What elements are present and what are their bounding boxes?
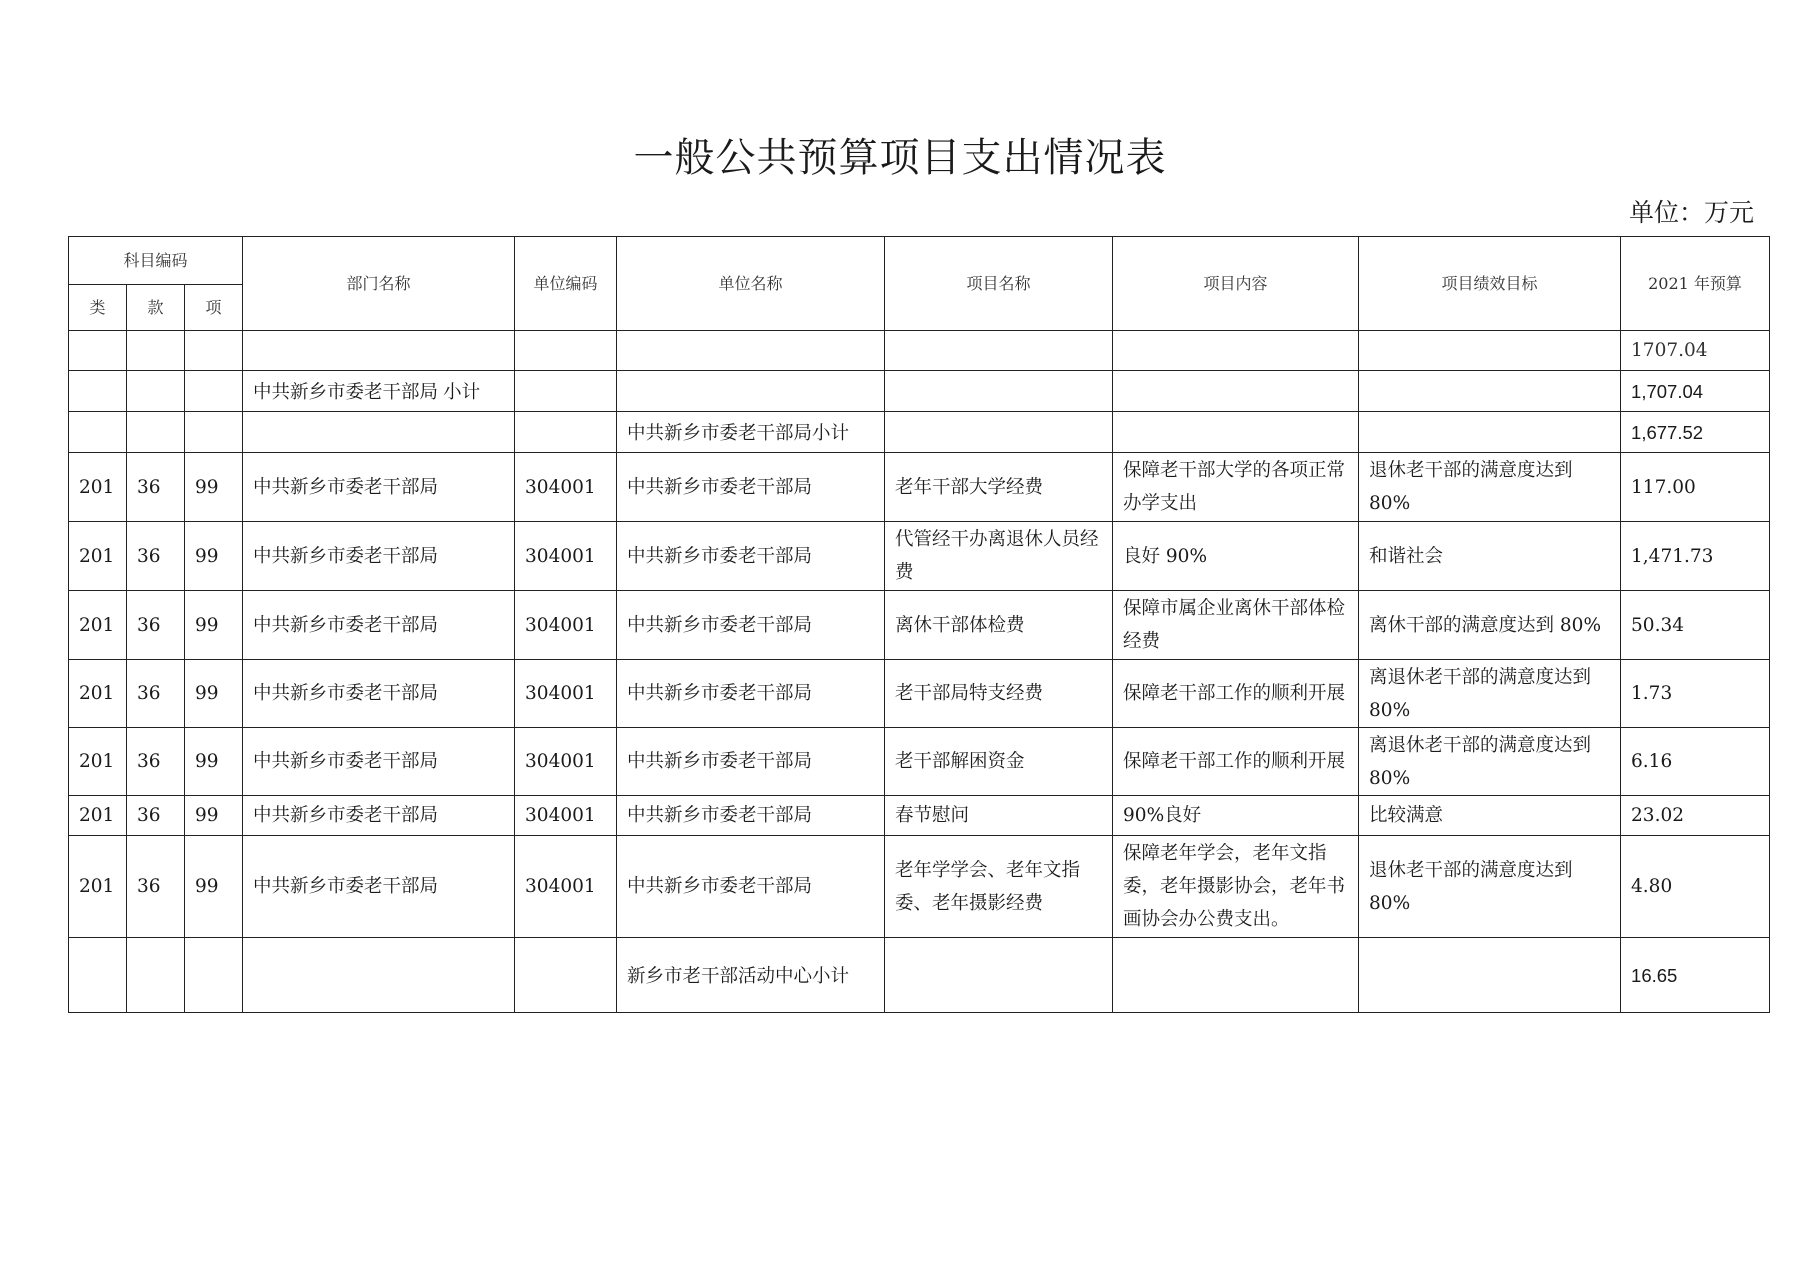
cell-content: 保障市属企业离休干部体检经费 (1113, 591, 1359, 660)
table-row (69, 728, 1770, 796)
header-kuan: 款 (127, 285, 185, 331)
cell-xiang: 99 (185, 453, 243, 522)
cell-goal: 离退休老干部的满意度达到80% (1359, 728, 1621, 796)
table-row (69, 660, 1770, 728)
cell-xiang: 99 (185, 796, 243, 836)
cell-goal: 离休干部的满意度达到 80% (1359, 591, 1621, 660)
cell-code: 304001 (515, 796, 617, 836)
cell-content: 90%良好 (1113, 796, 1359, 836)
cell-lei: 201 (69, 591, 127, 660)
header-xiang: 项 (185, 285, 243, 331)
cell-code: 304001 (515, 728, 617, 796)
cell-dept: 中共新乡市委老干部局 (243, 591, 515, 660)
cell-lei: 201 (69, 796, 127, 836)
table-row (69, 591, 1770, 660)
header-dept-name: 部门名称 (243, 237, 515, 331)
table-row (69, 836, 1770, 938)
cell-code: 304001 (515, 591, 617, 660)
unit-subtotal-row (69, 938, 1770, 1013)
cell-unit: 中共新乡市委老干部局 (617, 728, 885, 796)
cell-kuan: 36 (127, 453, 185, 522)
cell-unit: 中共新乡市委老干部局 (617, 591, 885, 660)
header-project-name: 项目名称 (885, 237, 1113, 331)
cell-unit: 中共新乡市委老干部局 (617, 796, 885, 836)
cell-xiang: 99 (185, 591, 243, 660)
header-unit-name: 单位名称 (617, 237, 885, 331)
cell-code: 304001 (515, 522, 617, 591)
cell-unit: 中共新乡市委老干部局 (617, 453, 885, 522)
header-project-content: 项目内容 (1113, 237, 1359, 331)
cell-budget: 117.00 (1621, 453, 1770, 522)
cell-lei: 201 (69, 836, 127, 938)
cell-lei: 201 (69, 728, 127, 796)
header-budget-2021: 2021 年预算 (1621, 237, 1770, 331)
table-row (69, 522, 1770, 591)
cell-dept: 中共新乡市委老干部局 (243, 796, 515, 836)
unit-subtotal-label: 新乡市老干部活动中心小计 (617, 938, 885, 1013)
cell-code: 304001 (515, 660, 617, 728)
cell-unit: 中共新乡市委老干部局 (617, 522, 885, 591)
dept-subtotal-budget: 1,707.04 (1621, 371, 1770, 412)
cell-dept: 中共新乡市委老干部局 (243, 728, 515, 796)
cell-xiang: 99 (185, 660, 243, 728)
table-row (69, 796, 1770, 836)
header-performance-goal: 项目绩效目标 (1359, 237, 1621, 331)
page-title: 一般公共预算项目支出情况表 (633, 135, 1167, 181)
cell-lei: 201 (69, 660, 127, 728)
total-budget: 1707.04 (1621, 331, 1770, 371)
cell-unit: 中共新乡市委老干部局 (617, 836, 885, 938)
cell-content: 保障老干部工作的顺利开展 (1113, 728, 1359, 796)
cell-kuan: 36 (127, 591, 185, 660)
cell-budget: 23.02 (1621, 796, 1770, 836)
cell-project: 老干部解困资金 (885, 728, 1113, 796)
cell-project: 老年学学会、老年文指委、老年摄影经费 (885, 836, 1113, 938)
table-row (69, 453, 1770, 522)
cell-goal: 和谐社会 (1359, 522, 1621, 591)
cell-content: 保障老年学会，老年文指委，老年摄影协会，老年书画协会办公费支出。 (1113, 836, 1359, 938)
cell-budget: 6.16 (1621, 728, 1770, 796)
unit-subtotal-budget: 1,677.52 (1621, 412, 1770, 453)
cell-code: 304001 (515, 836, 617, 938)
cell-xiang: 99 (185, 728, 243, 796)
cell-project: 老干部局特支经费 (885, 660, 1113, 728)
cell-xiang: 99 (185, 522, 243, 591)
unit-label: 单位：万元 (1628, 198, 1754, 227)
cell-kuan: 36 (127, 728, 185, 796)
cell-kuan: 36 (127, 660, 185, 728)
unit-subtotal-budget: 16.65 (1621, 938, 1770, 1013)
dept-subtotal-label: 中共新乡市委老干部局 小计 (243, 371, 515, 412)
cell-dept: 中共新乡市委老干部局 (243, 836, 515, 938)
unit-subtotal-row (69, 412, 1770, 453)
cell-goal: 退休老干部的满意度达到80% (1359, 453, 1621, 522)
cell-unit: 中共新乡市委老干部局 (617, 660, 885, 728)
cell-goal: 离退休老干部的满意度达到80% (1359, 660, 1621, 728)
cell-kuan: 36 (127, 796, 185, 836)
total-row (69, 331, 1770, 371)
cell-code: 304001 (515, 453, 617, 522)
cell-dept: 中共新乡市委老干部局 (243, 453, 515, 522)
cell-dept: 中共新乡市委老干部局 (243, 660, 515, 728)
cell-goal: 比较满意 (1359, 796, 1621, 836)
cell-content: 良好 90% (1113, 522, 1359, 591)
header-lei: 类 (69, 285, 127, 331)
cell-budget: 50.34 (1621, 591, 1770, 660)
cell-project: 离休干部体检费 (885, 591, 1113, 660)
cell-budget: 4.80 (1621, 836, 1770, 938)
cell-budget: 1,471.73 (1621, 522, 1770, 591)
cell-project: 春节慰问 (885, 796, 1113, 836)
cell-kuan: 36 (127, 836, 185, 938)
cell-lei: 201 (69, 453, 127, 522)
dept-subtotal-row (69, 371, 1770, 412)
budget-table (68, 236, 1770, 1013)
cell-kuan: 36 (127, 522, 185, 591)
cell-goal: 退休老干部的满意度达到80% (1359, 836, 1621, 938)
cell-budget: 1.73 (1621, 660, 1770, 728)
cell-content: 保障老干部工作的顺利开展 (1113, 660, 1359, 728)
cell-xiang: 99 (185, 836, 243, 938)
cell-lei: 201 (69, 522, 127, 591)
cell-project: 代管经干办离退休人员经费 (885, 522, 1113, 591)
cell-content: 保障老干部大学的各项正常办学支出 (1113, 453, 1359, 522)
header-unit-code: 单位编码 (515, 237, 617, 331)
cell-dept: 中共新乡市委老干部局 (243, 522, 515, 591)
header-code-group: 科目编码 (69, 237, 243, 285)
unit-subtotal-label: 中共新乡市委老干部局小计 (617, 412, 885, 453)
cell-project: 老年干部大学经费 (885, 453, 1113, 522)
